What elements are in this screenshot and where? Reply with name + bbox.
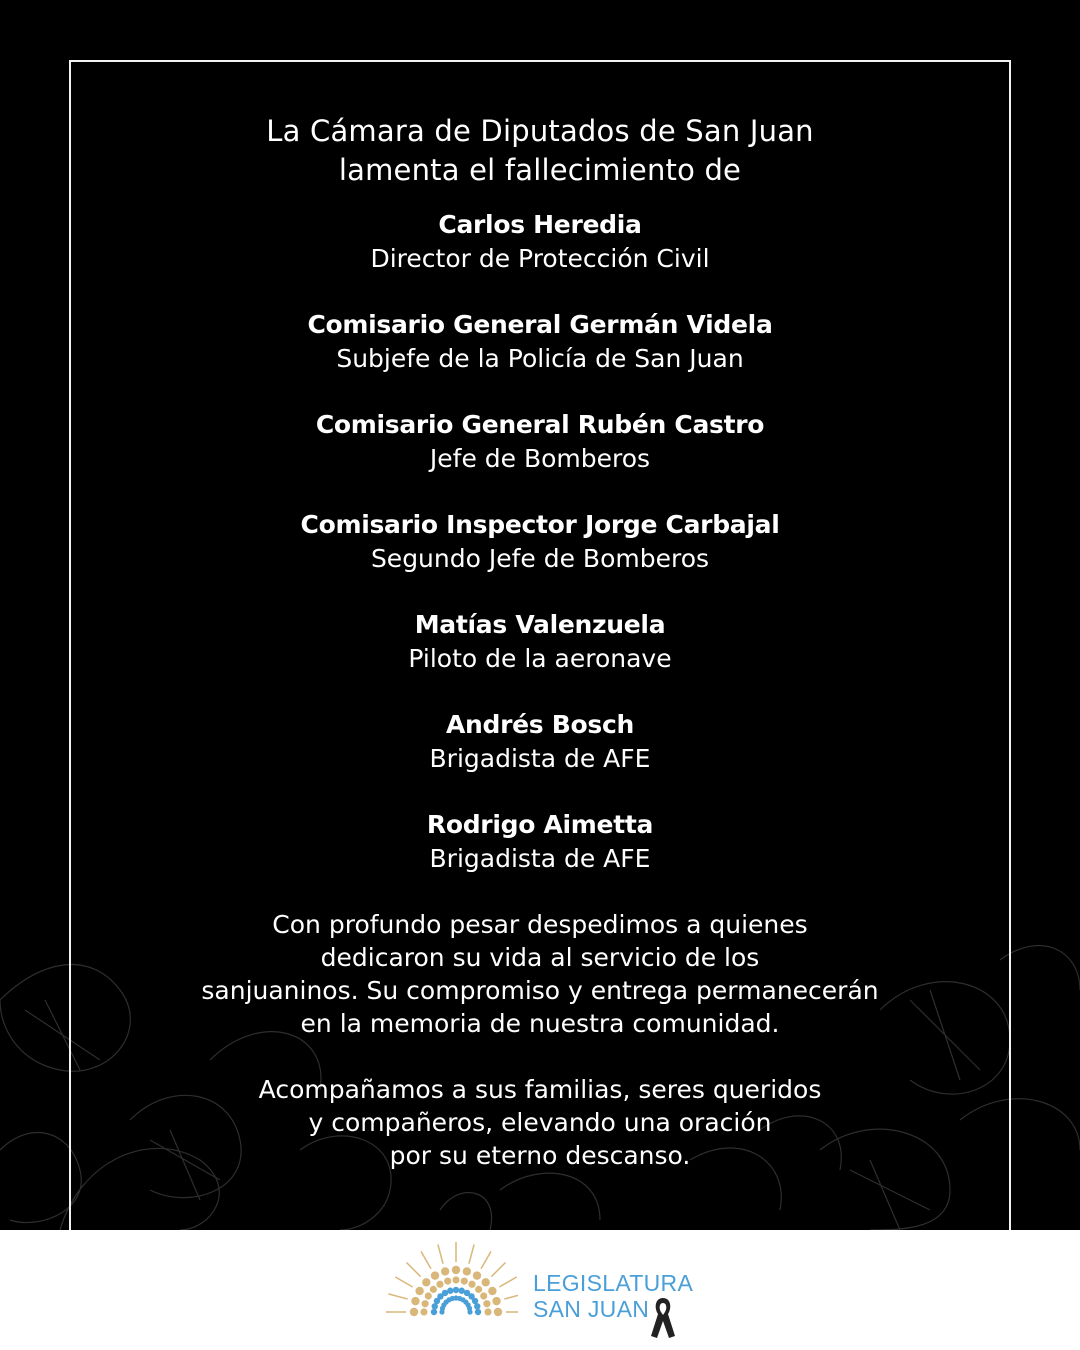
person-entry: [69, 508, 1011, 575]
logo-rays: [386, 1242, 518, 1316]
paragraph-line: en la memoria de nuestra comunidad.: [300, 1009, 780, 1038]
person-entry: [69, 408, 1011, 475]
person-name: Comisario General Germán Videla: [307, 310, 773, 339]
person-role: Director de Protección Civil: [370, 244, 710, 273]
paragraph-line: sanjuaninos. Su compromiso y entrega permanecerán: [201, 976, 879, 1005]
person-role: Segundo Jefe de Bomberos: [370, 544, 710, 573]
paragraph-line: por su eterno descanso.: [389, 1141, 691, 1170]
deceased-list: [69, 208, 1011, 875]
condolence-paragraph-1: [69, 908, 1011, 1040]
mourning-ribbon-icon: [649, 1294, 677, 1340]
person-entry: [69, 808, 1011, 875]
intro-line-2: lamenta el fallecimiento de: [338, 153, 742, 187]
paragraph-line: y compañeros, elevando una oración: [308, 1108, 772, 1137]
condolence-message: [69, 112, 1011, 1172]
person-name: Carlos Heredia: [438, 210, 642, 239]
person-name: Rodrigo Aimetta: [426, 810, 654, 839]
brand-line-2: SAN JUAN: [533, 1296, 650, 1322]
person-entry: [69, 208, 1011, 275]
person-name: Andrés Bosch: [445, 710, 635, 739]
person-name: Matías Valenzuela: [414, 610, 666, 639]
person-role: Brigadista de AFE: [429, 844, 651, 873]
intro-line-1: La Cámara de Diputados de San Juan: [266, 114, 814, 148]
paragraph-line: Acompañamos a sus familias, seres queridos: [258, 1075, 822, 1104]
person-role: Piloto de la aeronave: [408, 644, 672, 673]
person-name: Comisario Inspector Jorge Carbajal: [300, 510, 780, 539]
person-name: Comisario General Rubén Castro: [315, 410, 765, 439]
footer-bar: [0, 1230, 1080, 1350]
condolence-paragraph-2: [69, 1073, 1011, 1172]
person-entry: [69, 708, 1011, 775]
paragraph-line: Con profundo pesar despedimos a quienes: [272, 910, 808, 939]
brand-line-1: LEGISLATURA: [533, 1270, 694, 1296]
person-entry: [69, 608, 1011, 675]
person-role: Jefe de Bomberos: [429, 444, 651, 473]
person-role: Brigadista de AFE: [429, 744, 651, 773]
intro-text: [69, 112, 1011, 190]
person-role: Subjefe de la Policía de San Juan: [336, 344, 744, 373]
legislatura-sunburst-logo-icon: [378, 1238, 518, 1342]
person-entry: [69, 308, 1011, 375]
paragraph-line: dedicaron su vida al servicio de los: [320, 943, 760, 972]
